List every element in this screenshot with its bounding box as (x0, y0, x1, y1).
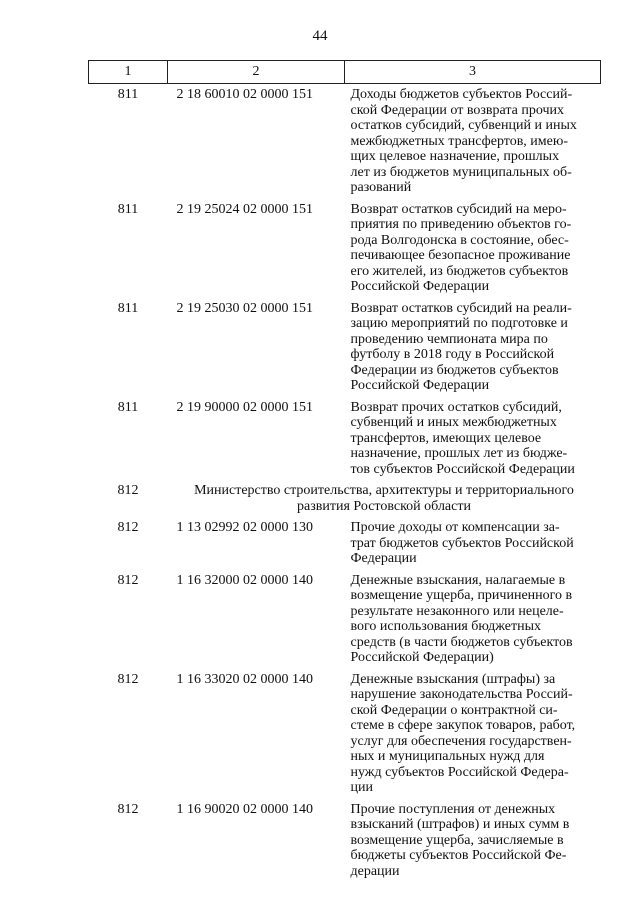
admin-code-cell: 812 (117, 671, 139, 687)
description-line: стеме в сфере закупок товаров, работ, (350, 718, 576, 733)
description-line: вого использования бюджетных (350, 619, 542, 634)
description-line: результате незаконного или нецеле- (350, 603, 564, 619)
table-row (89, 84, 601, 199)
admin-code-cell: 811 (117, 399, 139, 415)
description-line: Федерации (350, 551, 417, 566)
budget-classification-code-cell: 2 19 90000 02 0000 151 (176, 399, 313, 415)
table-body (89, 84, 601, 883)
description-line: разований (350, 180, 412, 195)
admin-code-cell: 812 (117, 801, 139, 817)
table-row (89, 199, 601, 298)
description-line: услуг для обеспечения государствен- (350, 733, 572, 749)
description-line: проведению чемпионата мира по (350, 331, 548, 347)
budget-classification-code-cell: 2 19 25030 02 0000 151 (176, 300, 313, 316)
description-line: Доходы бюджетов субъектов Россий- (350, 87, 573, 102)
description-line: ции (350, 780, 373, 795)
admin-code-cell: 811 (117, 300, 139, 316)
description-line: ской Федерации о контрактной си- (350, 702, 558, 718)
budget-classification-code-cell: 1 16 32000 02 0000 140 (176, 572, 313, 588)
description-line: взысканий (штрафов) и иных сумм в (350, 817, 570, 832)
description-line: щих целевое назначение, прошлых (350, 149, 560, 164)
description-line: печивающее безопасное проживание (350, 248, 571, 263)
description-line: Денежные взыскания, налагаемые в (350, 572, 566, 588)
income-description-cell (345, 397, 601, 481)
description-line: трансфертов, имеющих целевое (350, 430, 542, 446)
description-line: нужд субъектов Российской Федера- (350, 764, 569, 780)
description-line: Российской Федерации (350, 279, 490, 294)
description-line: зацию мероприятий по подготовке и (350, 316, 568, 331)
income-description-cell (345, 298, 601, 397)
description-line: дерации (350, 863, 400, 879)
budget-classification-code-cell: 1 16 33020 02 0000 140 (176, 671, 313, 687)
table-row (89, 669, 601, 799)
budget-classification-code-cell: 2 18 60010 02 0000 151 (176, 87, 313, 102)
admin-code-cell: 811 (117, 201, 139, 217)
admin-code-cell: 812 (117, 572, 139, 588)
section-row (89, 480, 601, 517)
table-row (89, 799, 601, 883)
income-description-cell (345, 84, 601, 199)
column-header-1: 1 (89, 61, 168, 84)
description-line: Прочие поступления от денежных (350, 801, 556, 817)
description-line: Российской Федерации) (350, 650, 494, 665)
description-line: Возврат прочих остатков субсидий, (350, 399, 562, 415)
description-line: ской Федерации от возврата прочих (350, 102, 565, 118)
description-line: Денежные взыскания (штрафы) за (350, 671, 556, 687)
admin-code-cell: 812 (117, 520, 139, 535)
description-line: Российской Федерации (350, 378, 490, 393)
description-line: его жителей, из бюджетов субъектов (350, 263, 569, 279)
income-description-cell (345, 570, 601, 669)
description-line: Федерации из бюджетов субъектов (350, 362, 559, 378)
table-row (89, 570, 601, 669)
table-row (89, 397, 601, 481)
description-line: средств (в части бюджетов субъектов (350, 634, 573, 650)
description-line: возмещение ущерба, причиненного в (350, 588, 573, 603)
description-line: тов субъектов Российской Федерации (350, 461, 575, 477)
description-line: субвенций и иных межбюджетных (350, 415, 557, 430)
description-line: межбюджетных трансфертов, имею- (350, 133, 568, 149)
description-line: развития Ростовской области (297, 498, 471, 514)
income-codes-table (88, 60, 601, 882)
description-line: футболу в 2018 году в Российской (350, 347, 555, 362)
description-line: бюджеты субъектов Российской Фе- (350, 848, 567, 863)
description-line: остатков субсидий, субвенций и иных (350, 118, 577, 133)
page-number: 44 (312, 28, 328, 44)
description-line: нарушение законодательства Россий- (350, 687, 573, 702)
income-description-cell (345, 669, 601, 799)
table-header-row (89, 61, 601, 84)
column-header-3: 3 (345, 61, 601, 84)
section-title-cell (168, 480, 601, 517)
budget-classification-code-cell: 2 19 25024 02 0000 151 (176, 201, 313, 217)
description-line: Возврат остатков субсидий на меро- (350, 201, 567, 217)
description-line: лет из бюджетов муниципальных об- (350, 164, 572, 180)
admin-code-cell: 812 (117, 483, 139, 498)
description-line: рода Волгодонска в состояние, обес- (350, 232, 569, 248)
income-description-cell (345, 799, 601, 883)
description-line: ных и муниципальных нужд для (350, 749, 545, 764)
admin-code-cell: 811 (117, 87, 139, 102)
budget-classification-code-cell: 1 16 90020 02 0000 140 (176, 801, 313, 817)
description-line: трат бюджетов субъектов Российской (350, 535, 574, 551)
income-description-cell (345, 517, 601, 570)
income-description-cell (345, 199, 601, 298)
table-row (89, 298, 601, 397)
column-header-2: 2 (168, 61, 345, 84)
table-row (89, 517, 601, 570)
description-line: Возврат остатков субсидий на реали- (350, 300, 572, 316)
budget-classification-code-cell: 1 13 02992 02 0000 130 (176, 520, 313, 535)
description-line: приятия по приведению объектов го- (350, 217, 572, 232)
description-line: Министерство строительства, архитектуры и территориального (194, 483, 574, 498)
description-line: назначение, прошлых лет из бюдже- (350, 446, 568, 461)
description-line: Прочие доходы от компенсации за- (350, 520, 560, 535)
description-line: возмещение ущерба, зачисляемые в (350, 832, 564, 848)
